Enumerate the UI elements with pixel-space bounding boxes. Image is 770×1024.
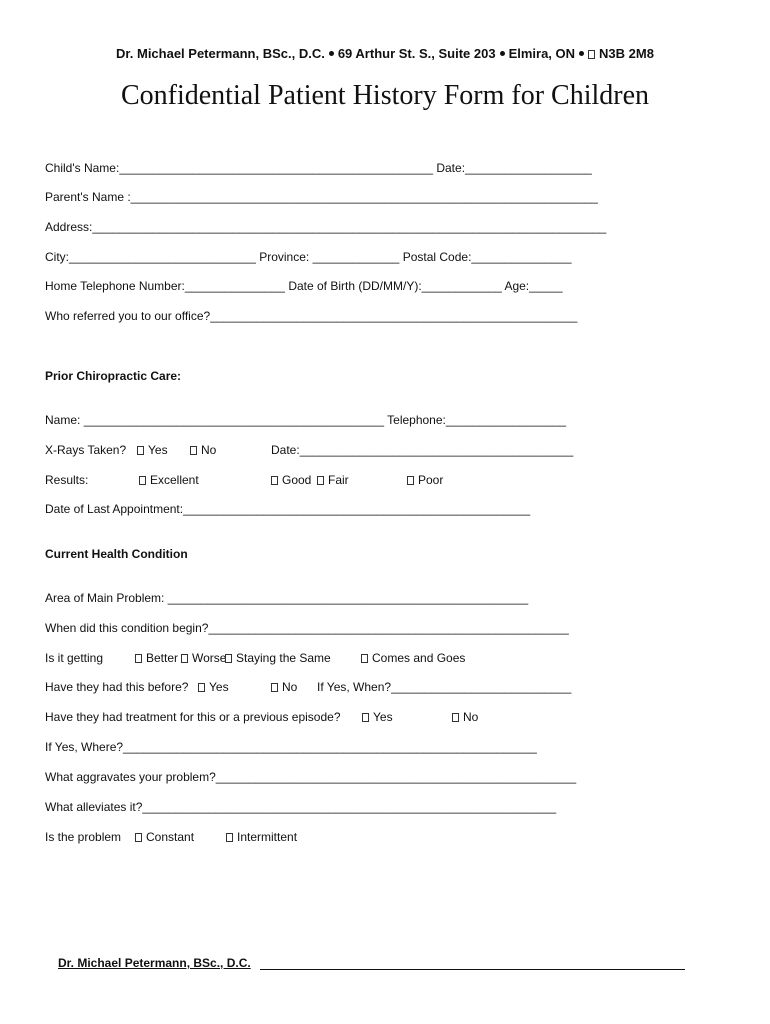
checkbox-icon <box>588 50 595 59</box>
worse-option[interactable] <box>181 651 226 665</box>
results-label: Results: <box>45 473 89 487</box>
if-yes-when-field[interactable]: ___________________________ <box>391 680 572 694</box>
last-appt-field[interactable]: ____________________________________________________ <box>183 502 531 516</box>
checkbox-icon[interactable] <box>362 713 369 722</box>
bullet-icon <box>579 51 584 56</box>
aggravates-field[interactable]: ______________________________________________________ <box>215 770 577 784</box>
parents-name-field[interactable]: ______________________________________________________________________ <box>130 190 598 204</box>
checkbox-icon[interactable] <box>271 476 278 485</box>
checkbox-icon[interactable] <box>226 833 233 842</box>
page-title: Confidential Patient History Form for Children <box>120 80 650 111</box>
postal-code-field[interactable]: _______________ <box>471 250 572 264</box>
checkbox-icon[interactable] <box>181 654 188 663</box>
practice-header <box>0 46 770 61</box>
treatment-no-option[interactable] <box>452 710 478 724</box>
constant-option[interactable] <box>135 830 194 844</box>
prior-telephone-label: Telephone: <box>387 413 446 427</box>
had-before-yes-option[interactable] <box>198 680 229 694</box>
treatment-no-label: No <box>463 710 479 724</box>
good-label: Good <box>282 473 312 487</box>
home-phone-label: Home Telephone Number: <box>45 279 185 293</box>
referred-label: Who referred you to our office? <box>45 309 211 323</box>
row-city <box>45 250 572 264</box>
province-field[interactable]: _____________ <box>312 250 400 264</box>
better-option[interactable] <box>135 651 178 665</box>
checkbox-icon[interactable] <box>198 683 205 692</box>
row-referred <box>45 309 577 323</box>
same-option[interactable] <box>225 651 331 665</box>
comes-goes-label: Comes and Goes <box>372 651 466 665</box>
results-good-option[interactable] <box>271 473 311 487</box>
row-if-yes-where <box>45 740 537 754</box>
current-heading: Current Health Condition <box>45 547 188 561</box>
xrays-date-field[interactable]: _________________________________________ <box>299 443 574 457</box>
xrays-no-label: No <box>201 443 217 457</box>
doctor-name: Dr. Michael Petermann, BSc., D.C. <box>116 46 325 61</box>
had-treatment-label: Have they had treatment for this or a previous episode? <box>45 710 341 724</box>
bullet-icon <box>329 51 334 56</box>
prior-name-field[interactable]: _____________________________________________ <box>83 413 385 427</box>
excellent-label: Excellent <box>150 473 199 487</box>
practice-postal: N3B 2M8 <box>599 46 654 61</box>
xrays-date <box>271 443 573 457</box>
checkbox-icon[interactable] <box>135 654 142 663</box>
is-it-getting-label: Is it getting <box>45 651 104 665</box>
checkbox-icon[interactable] <box>137 446 144 455</box>
if-yes-when <box>317 680 571 694</box>
dob-label: Date of Birth (DD/MM/Y): <box>288 279 422 293</box>
alleviates-field[interactable]: ______________________________________________________________ <box>142 800 557 814</box>
xrays-no-option[interactable] <box>190 443 216 457</box>
when-begin-field[interactable]: ______________________________________________________ <box>208 621 569 635</box>
home-phone-field[interactable]: _______________ <box>184 279 285 293</box>
row-when-begin <box>45 621 569 635</box>
same-label: Staying the Same <box>236 651 331 665</box>
xrays-date-label: Date: <box>271 443 300 457</box>
area-label: Area of Main Problem: <box>45 591 165 605</box>
fair-label: Fair <box>328 473 349 487</box>
row-xrays <box>45 443 126 457</box>
row-area <box>45 591 528 605</box>
prior-telephone-field[interactable]: __________________ <box>445 413 566 427</box>
if-yes-where-label: If Yes, Where? <box>45 740 124 754</box>
last-appt-label: Date of Last Appointment: <box>45 502 184 516</box>
intermittent-label: Intermittent <box>237 830 298 844</box>
parents-name-label: Parent's Name : <box>45 190 131 204</box>
row-last-appt <box>45 502 530 516</box>
aggravates-label: What aggravates your problem? <box>45 770 216 784</box>
checkbox-icon[interactable] <box>271 683 278 692</box>
results-poor-option[interactable] <box>407 473 443 487</box>
signature-line[interactable] <box>260 969 685 970</box>
address-label: Address: <box>45 220 93 234</box>
xrays-yes-label: Yes <box>148 443 168 457</box>
better-label: Better <box>146 651 179 665</box>
constant-label: Constant <box>146 830 195 844</box>
row-phone <box>45 279 563 293</box>
had-before-label: Have they had this before? <box>45 680 189 694</box>
date-label: Date: <box>436 161 466 175</box>
childs-name-label: Child's Name: <box>45 161 120 175</box>
row-parents-name <box>45 190 598 204</box>
postal-code-label: Postal Code: <box>402 250 472 264</box>
results-fair-option[interactable] <box>317 473 349 487</box>
had-before-yes-label: Yes <box>209 680 229 694</box>
row-aggravates <box>45 770 576 784</box>
practice-city: Elmira, ON <box>508 46 576 61</box>
prior-name-label: Name: <box>45 413 81 427</box>
city-field[interactable]: ____________________________ <box>69 250 256 264</box>
checkbox-icon[interactable] <box>452 713 459 722</box>
intermittent-option[interactable] <box>226 830 297 844</box>
if-yes-where-field[interactable]: ______________________________________________________________ <box>123 740 537 754</box>
alleviates-label: What alleviates it? <box>45 800 143 814</box>
had-before-no-label: No <box>282 680 298 694</box>
childs-name-field[interactable]: _______________________________________________ <box>119 161 433 175</box>
age-field[interactable]: _____ <box>529 279 563 293</box>
row-prior-name <box>45 413 566 427</box>
comes-goes-option[interactable] <box>361 651 465 665</box>
checkbox-icon[interactable] <box>361 654 368 663</box>
checkbox-icon[interactable] <box>317 476 324 485</box>
checkbox-icon[interactable] <box>135 833 142 842</box>
footer-doctor-name: Dr. Michael Petermann, BSc., D.C. <box>58 956 251 970</box>
when-begin-label: When did this condition begin? <box>45 621 209 635</box>
practice-address: 69 Arthur St. S., Suite 203 <box>337 46 496 61</box>
treatment-yes-label: Yes <box>373 710 393 724</box>
city-label: City: <box>45 250 69 264</box>
if-yes-when-label: If Yes, When? <box>317 680 392 694</box>
checkbox-icon[interactable] <box>225 654 232 663</box>
xrays-yes-option[interactable] <box>137 443 168 457</box>
date-field[interactable]: ___________________ <box>465 161 592 175</box>
checkbox-icon[interactable] <box>407 476 414 485</box>
treatment-yes-option[interactable] <box>362 710 393 724</box>
row-alleviates <box>45 800 556 814</box>
address-field[interactable]: _____________________________________________________________________________ <box>92 220 607 234</box>
dob-field[interactable]: ____________ <box>421 279 502 293</box>
row-address <box>45 220 606 234</box>
results-excellent-option[interactable] <box>139 473 199 487</box>
checkbox-icon[interactable] <box>139 476 146 485</box>
had-before-no-option[interactable] <box>271 680 297 694</box>
row-childs-name <box>45 161 592 175</box>
area-field[interactable]: ______________________________________________________ <box>167 591 529 605</box>
checkbox-icon[interactable] <box>190 446 197 455</box>
xrays-label: X-Rays Taken? <box>45 443 127 457</box>
worse-label: Worse <box>192 651 227 665</box>
is-problem-label: Is the problem <box>45 830 122 844</box>
referred-field[interactable]: _______________________________________________________ <box>210 309 578 323</box>
age-label: Age: <box>504 279 530 293</box>
bullet-icon <box>500 51 505 56</box>
prior-care-heading: Prior Chiropractic Care: <box>45 369 182 383</box>
province-label: Province: <box>259 250 310 264</box>
poor-label: Poor <box>418 473 444 487</box>
